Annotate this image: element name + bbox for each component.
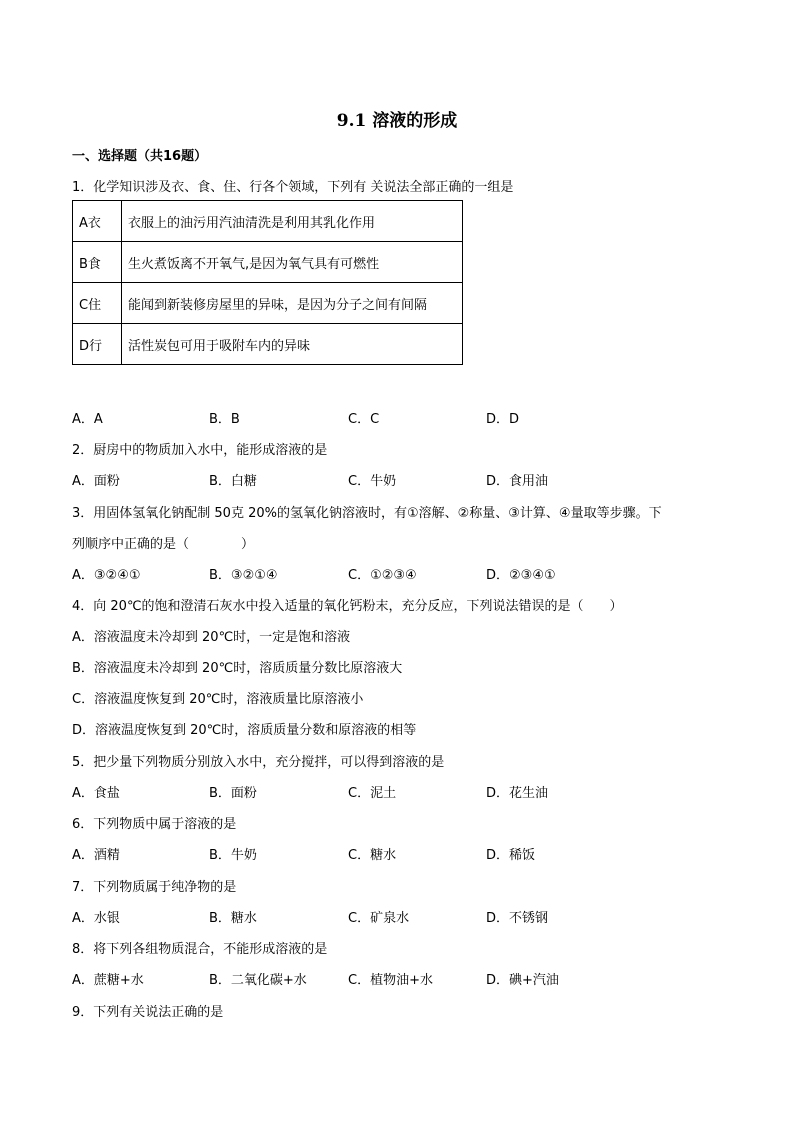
option-d: D．②③④① [486, 568, 556, 583]
option-d: D．溶液温度恢复到 20℃时，溶质质量分数和原溶液的相等 [72, 723, 417, 738]
page-title: 9.1 溶液的形成 [336, 111, 458, 131]
option-b: B．B [209, 412, 240, 427]
option-a: A．面粉 [72, 474, 120, 489]
option-c: C．矿泉水 [348, 911, 410, 926]
option-d: D．稀饭 [486, 848, 536, 863]
question-7-text: 7．下列物质属于纯净物的是 [72, 880, 237, 895]
option-a: A．水银 [72, 911, 120, 926]
option-a: A．酒精 [72, 848, 120, 863]
question-5-options [72, 782, 672, 802]
question-1-options [72, 408, 672, 428]
table-cell-key: C住 [73, 283, 122, 324]
option-b: B．面粉 [209, 786, 257, 801]
table-cell-key: B食 [73, 242, 122, 283]
question-4-text: 4．向 20℃的饱和澄清石灰水中投入适量的氧化钙粉末，充分反应，下列说法错误的是（ ） [72, 599, 623, 614]
question-9-text: 9．下列有关说法正确的是 [72, 1005, 224, 1020]
question-6-options [72, 844, 672, 864]
table-row [73, 283, 463, 324]
option-c: C．①②③④ [348, 568, 417, 583]
option-d: D．食用油 [486, 474, 549, 489]
option-a: A．食盐 [72, 786, 120, 801]
question-3-text-line2: 列顺序中正确的是（ ） [72, 537, 255, 552]
option-d: D．D [486, 412, 520, 427]
option-b: B．溶液温度未冷却到 20℃时，溶质质量分数比原溶液大 [72, 661, 403, 676]
option-b: B．二氧化碳+水 [209, 973, 307, 988]
question-2-options [72, 470, 672, 490]
question-8-text: 8．将下列各组物质混合，不能形成溶液的是 [72, 942, 328, 957]
table-row [73, 324, 463, 365]
option-b: B．白糖 [209, 474, 257, 489]
table-row [73, 242, 463, 283]
option-b: B．糖水 [209, 911, 257, 926]
question-6-text: 6．下列物质中属于溶液的是 [72, 817, 237, 832]
option-a: A．③②④① [72, 568, 141, 583]
option-b: B．牛奶 [209, 848, 257, 863]
option-d: D．花生油 [486, 786, 549, 801]
question-7-options [72, 907, 672, 927]
section-heading: 一、选择题（共16题） [72, 149, 208, 164]
question-2-text: 2．厨房中的物质加入水中，能形成溶液的是 [72, 443, 328, 458]
option-c: C．糖水 [348, 848, 397, 863]
option-a: A．A [72, 412, 103, 427]
question-1-text: 1．化学知识涉及衣、食、住、行各个领域，下列有 关说法全部正确的一组是 [72, 180, 514, 195]
option-c: C．泥土 [348, 786, 397, 801]
option-b: B．③②①④ [209, 568, 278, 583]
question-3-text-line1: 3．用固体氢氧化钠配制 50克 20%的氢氧化钠溶液时，有①溶解、②称量、③计算、④量取等步骤。下 [72, 506, 662, 521]
option-c: C．C [348, 412, 380, 427]
question-8-options [72, 969, 672, 989]
option-c: C．牛奶 [348, 474, 397, 489]
option-a: A．溶液温度未冷却到 20℃时，一定是饱和溶液 [72, 630, 351, 645]
option-c: C．溶液温度恢复到 20℃时，溶液质量比原溶液小 [72, 692, 364, 707]
table-cell-value: 衣服上的油污用汽油清洗是利用其乳化作用 [122, 201, 463, 242]
table-row [73, 201, 463, 242]
table-cell-key: A衣 [73, 201, 122, 242]
table-cell-key: D行 [73, 324, 122, 365]
table-cell-value: 生火煮饭离不开氧气,是因为氧气具有可燃性 [122, 242, 463, 283]
option-d: D．不锈钢 [486, 911, 549, 926]
table-cell-value: 能闻到新装修房屋里的异味，是因为分子之间有间隔 [122, 283, 463, 324]
option-d: D．碘+汽油 [486, 973, 559, 988]
question-5-text: 5．把少量下列物质分别放入水中，充分搅拌，可以得到溶液的是 [72, 755, 445, 770]
option-a: A．蔗糖+水 [72, 973, 144, 988]
question-3-options [72, 564, 672, 584]
question-1-table [72, 200, 463, 365]
option-c: C．植物油+水 [348, 973, 433, 988]
table-cell-value: 活性炭包可用于吸附车内的异味 [122, 324, 463, 365]
